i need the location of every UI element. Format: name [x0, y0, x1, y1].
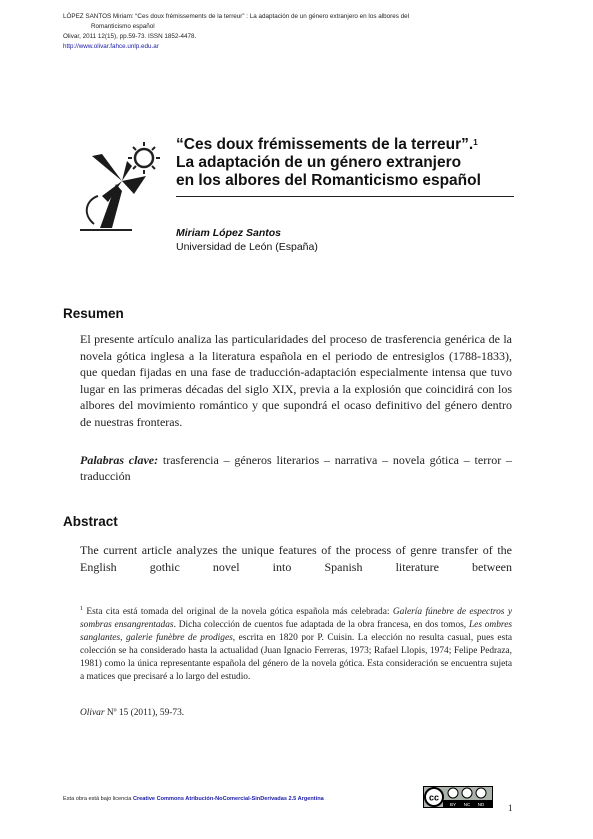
- author-affiliation: Universidad de León (España): [176, 241, 318, 253]
- keywords-label: Palabras clave:: [80, 453, 159, 467]
- header-line-3: Olivar, 2011 12(15), pp.59-73. ISSN 1852-4478.: [63, 33, 197, 40]
- abstract-heading: Abstract: [63, 514, 118, 529]
- resumen-heading: Resumen: [63, 306, 124, 321]
- keywords: [80, 452, 512, 484]
- journal-logo-icon: [72, 136, 172, 236]
- citation-journal: Olivar: [80, 708, 105, 718]
- header-line-1: LÓPEZ SANTOS Miriam: “Ces doux frémissements de la terreur” : La adaptación de un género extranjero en los albores del: [63, 13, 410, 20]
- keywords-list: trasferencia – géneros literarios – narrativa – novela gótica – terror – traducción: [80, 453, 512, 483]
- article-title: [176, 136, 526, 190]
- title-line-3: en los albores del Romanticismo español: [176, 172, 481, 189]
- header-line-2: Romanticismo español: [91, 23, 155, 30]
- footnote-part-2: . Dicha colección de cuentos fue adaptada de la obra francesa, en dos tomos,: [173, 620, 469, 631]
- running-header: [63, 12, 543, 52]
- footnote: [80, 603, 512, 684]
- title-line-2: La adaptación de un género extranjero: [176, 154, 462, 171]
- footnote-part-3: , escrita en 1820 por P. Cuisin. La elección no resulta casual, pues esta colección se ha considerado hasta la actualidad (Juan Ignacio Ferreras, 1973; Rafael Llopis, 1974; Felipe Pedraza, 1981) como la única representante española del género de la novela gótica. Esta consideración se encuentra sujeta a matices que precisaré a lo largo del estudio.: [80, 633, 512, 683]
- cc-license-badge-icon[interactable]: [423, 786, 493, 808]
- svg-text:cc: cc: [428, 792, 440, 803]
- author-block: [176, 226, 318, 254]
- resumen-text: El presente artículo analiza las particularidades del proceso de trasferencia genérica de la novela gótica inglesa a la literatura española en el periodo de entresiglos (1788-1833), que quedan fijadas en una fase de traducción-adaptación especialmente intensa que tuvo lugar en las primeras décadas del siglo XIX, previa a la explosión que coincidirá con los albores del movimiento romántico y que supondrá el ocaso definitivo del género dentro de nuestras fronteras.: [80, 332, 512, 429]
- license-link[interactable]: Creative Commons Atribución-NoComercial-SinDerivadas 2.5 Argentina: [132, 796, 324, 802]
- citation-rest: Nº 15 (2011), 59-73.: [104, 708, 185, 718]
- journal-citation: [80, 708, 184, 718]
- cc-badge-label-by: BY: [449, 802, 457, 807]
- title-footnote-mark[interactable]: 1: [473, 138, 478, 147]
- license-prefix: Esta obra está bajo licencia: [63, 796, 133, 802]
- abstract-text: The current article analyzes the unique features of the process of genre transfer of the English gothic novel into Spanish literature between: [80, 543, 512, 574]
- journal-url-link[interactable]: http://www.olivar.fahce.unlp.edu.ar: [63, 43, 159, 50]
- author-name: Miriam López Santos: [176, 227, 282, 239]
- footnote-title-1: Galería fúnebre de espectros y sombras ensangrentadas: [80, 607, 512, 631]
- cc-badge-label-nd: ND: [477, 802, 485, 807]
- cc-badge-label-nc: NC: [463, 802, 471, 807]
- page-number: 1: [508, 803, 513, 813]
- title-rule: [176, 196, 514, 197]
- license-line: [63, 796, 324, 802]
- footnote-mark: 1: [80, 606, 83, 612]
- footnote-title-2: Les ombres sanglantes, galerie funèbre de prodiges: [80, 620, 512, 644]
- title-line-1: “Ces doux frémissements de la terreur”.: [176, 136, 474, 153]
- footnote-part-1: Esta cita está tomada del original de la novela gótica española más celebrada:: [83, 607, 393, 618]
